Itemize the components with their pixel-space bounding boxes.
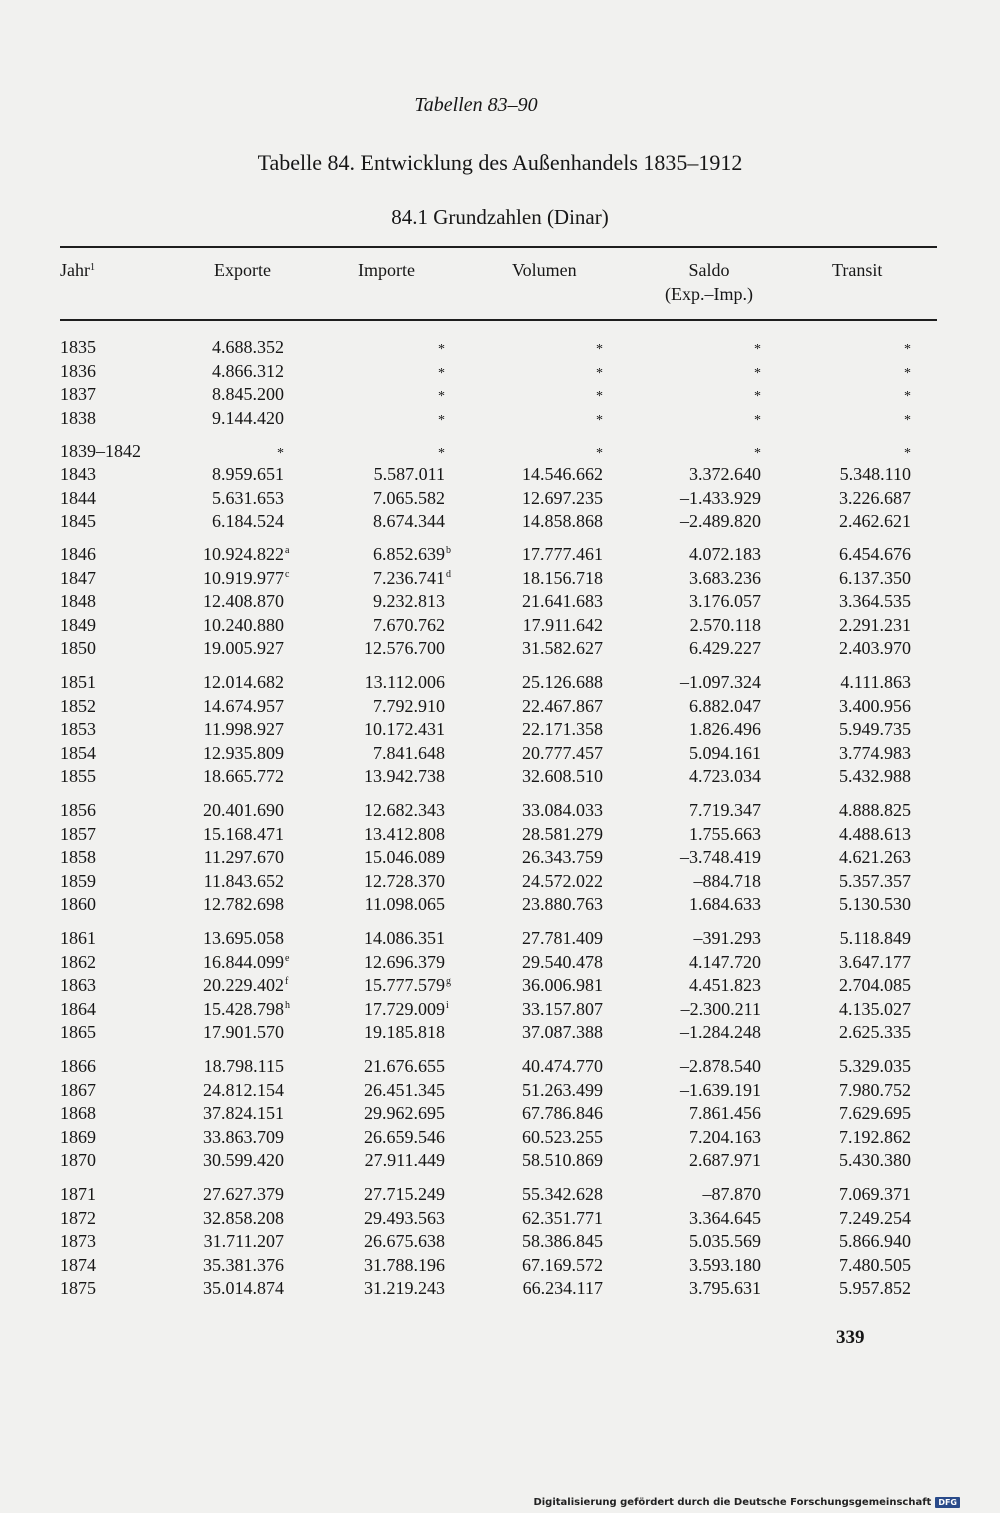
- table-row: [0, 1276, 1000, 1300]
- volume-cell: 66.234.117: [522, 1278, 603, 1298]
- table-row: [0, 822, 1000, 846]
- balance-cell: 3.683.236: [689, 567, 761, 588]
- table-title: Tabelle 84. Entwicklung des Außenhandels 1835–1912: [257, 150, 743, 175]
- imports-cell: 13.412.808: [364, 823, 445, 844]
- volume-cell: 17.911.642: [522, 614, 603, 635]
- volume-cell: 40.474.770: [522, 1056, 603, 1076]
- exports-cell: *: [277, 446, 284, 461]
- imports-cell: 7.065.582: [373, 487, 445, 508]
- imports-cell: 21.676.655: [364, 1056, 445, 1076]
- imports-cell: 27.911.449: [364, 1150, 445, 1170]
- table-row: [0, 1125, 1000, 1149]
- imports-cell: 26.659.546: [364, 1126, 445, 1147]
- exports-cell: 15.168.471: [203, 823, 284, 844]
- year-cell: 1852: [60, 695, 96, 716]
- imports-cell: 14.086.351: [364, 928, 445, 948]
- imports-cell: 27.715.249: [364, 1184, 445, 1204]
- imports-cell: 15.046.089: [364, 847, 445, 867]
- volume-cell: 18.156.718: [522, 567, 603, 588]
- transit-cell: 3.400.956: [839, 695, 911, 716]
- year-cell: 1853: [60, 719, 96, 739]
- balance-cell: 7.204.163: [689, 1126, 761, 1147]
- exports-cell: 35.014.874: [203, 1278, 284, 1298]
- volume-cell: 27.781.409: [522, 928, 603, 948]
- imports-cell: *: [438, 412, 445, 428]
- volume-cell: 26.343.759: [522, 847, 603, 867]
- exports-cell: 37.824.151: [203, 1103, 284, 1123]
- transit-cell: 6.454.676: [839, 544, 911, 564]
- exports-cell: 20.229.402 f: [203, 973, 284, 997]
- imports-cell: 31.788.196: [364, 1254, 445, 1275]
- year-cell: 1874: [60, 1254, 96, 1275]
- transit-cell: 7.069.371: [839, 1184, 911, 1204]
- year-cell: 1857: [60, 823, 96, 844]
- table-row: [0, 589, 1000, 613]
- year-cell: 1867: [60, 1079, 96, 1100]
- volume-cell: 51.263.499: [522, 1079, 603, 1100]
- table-row: [0, 1020, 1000, 1044]
- year-cell: 1844: [60, 487, 96, 508]
- table-row: [0, 1101, 1000, 1125]
- exports-cell: 9.144.420: [212, 407, 284, 428]
- header-year-footnote: 1: [90, 262, 95, 273]
- balance-cell: *: [754, 446, 761, 461]
- table-row: [0, 1229, 1000, 1253]
- exports-cell: 10.924.822 a: [203, 542, 284, 566]
- volume-cell: 12.697.235: [522, 487, 603, 508]
- exports-cell: 10.240.880: [203, 614, 284, 635]
- exports-cell: 11.843.652: [203, 870, 284, 891]
- year-cell: 1875: [60, 1278, 96, 1298]
- year-cell: 1850: [60, 638, 96, 658]
- year-cell: 1854: [60, 742, 96, 763]
- balance-cell: 1.755.663: [689, 823, 761, 844]
- transit-cell: *: [904, 342, 911, 357]
- year-cell: 1848: [60, 591, 96, 611]
- imports-cell: 12.682.343: [364, 800, 445, 820]
- volume-cell: 21.641.683: [522, 591, 603, 611]
- imports-cell: *: [438, 446, 445, 461]
- balance-cell: –1.433.929: [680, 487, 761, 508]
- volume-cell: 62.351.771: [522, 1207, 603, 1228]
- header-imports: Importe: [358, 260, 415, 280]
- year-cell: 1836: [60, 360, 96, 381]
- transit-cell: 5.348.110: [839, 464, 911, 484]
- balance-cell: *: [754, 342, 761, 357]
- year-cell: 1873: [60, 1231, 96, 1251]
- table-row: [0, 926, 1000, 950]
- exports-cell: 18.665.772: [203, 766, 284, 786]
- volume-cell: 36.006.981: [522, 975, 603, 995]
- transit-cell: 3.364.535: [839, 591, 911, 611]
- balance-cell: –884.718: [693, 870, 761, 891]
- balance-cell: –2.300.211: [680, 998, 761, 1019]
- balance-cell: 3.593.180: [689, 1254, 761, 1275]
- transit-cell: 4.888.825: [839, 800, 911, 820]
- volume-cell: 31.582.627: [522, 638, 603, 658]
- page-number: 339: [836, 1327, 865, 1348]
- volume-cell: *: [596, 389, 603, 404]
- table-row: [0, 462, 1000, 486]
- balance-cell: 1.684.633: [689, 894, 761, 914]
- imports-cell: 31.219.243: [364, 1278, 445, 1298]
- exports-cell: 32.858.208: [203, 1207, 284, 1228]
- header-balance-sub: (Exp.–Imp.): [665, 284, 753, 304]
- exports-cell: 13.695.058: [203, 928, 284, 948]
- imports-cell: 7.670.762: [373, 614, 445, 635]
- balance-cell: 5.035.569: [689, 1231, 761, 1251]
- table-row: [0, 486, 1000, 510]
- table-row: [0, 335, 1000, 359]
- table-row: [0, 741, 1000, 765]
- balance-cell: 4.072.183: [689, 544, 761, 564]
- year-cell: 1846: [60, 544, 96, 564]
- year-cell: 1859: [60, 870, 96, 891]
- table-row: [0, 694, 1000, 718]
- table-row: [0, 613, 1000, 637]
- table-row: [0, 1078, 1000, 1102]
- volume-cell: 37.087.388: [522, 1022, 603, 1042]
- footer-text: Digitalisierung gefördert durch die Deutsche Forschungsgemeinschaft: [533, 1497, 932, 1508]
- exports-cell: 12.408.870: [203, 591, 284, 611]
- balance-cell: *: [754, 389, 761, 404]
- transit-cell: *: [904, 389, 911, 404]
- exports-cell: 33.863.709: [203, 1126, 284, 1147]
- exports-cell: 30.599.420: [203, 1150, 284, 1170]
- exports-cell: 27.627.379: [203, 1184, 284, 1204]
- transit-cell: 2.625.335: [839, 1022, 911, 1042]
- table-row: [0, 1054, 1000, 1078]
- footnote-marker: a: [285, 545, 290, 556]
- table-row: [0, 1182, 1000, 1206]
- imports-cell: *: [438, 365, 445, 381]
- transit-cell: 4.111.863: [840, 672, 911, 692]
- year-cell: 1856: [60, 800, 96, 820]
- transit-cell: 7.629.695: [839, 1103, 911, 1123]
- table-row: [0, 636, 1000, 660]
- volume-cell: 60.523.255: [522, 1126, 603, 1147]
- transit-cell: 5.430.380: [839, 1150, 911, 1170]
- volume-cell: 33.084.033: [522, 800, 603, 820]
- volume-cell: 29.540.478: [522, 951, 603, 972]
- balance-cell: *: [754, 365, 761, 381]
- exports-cell: 4.688.352: [212, 337, 284, 357]
- balance-cell: –391.293: [693, 928, 761, 948]
- exports-cell: 24.812.154: [203, 1079, 284, 1100]
- balance-cell: –1.097.324: [680, 672, 761, 692]
- imports-cell: 6.852.639 b: [373, 542, 445, 566]
- balance-cell: 6.429.227: [689, 638, 761, 658]
- year-cell: 1839–1842: [60, 441, 141, 461]
- imports-cell: *: [438, 342, 445, 357]
- table-row: [0, 997, 1000, 1021]
- table-row: [0, 670, 1000, 694]
- exports-cell: 17.901.570: [203, 1022, 284, 1042]
- transit-cell: 2.462.621: [839, 511, 911, 531]
- volume-cell: *: [596, 446, 603, 461]
- header-exports: Exporte: [214, 260, 271, 280]
- transit-cell: 7.192.862: [839, 1126, 911, 1147]
- year-cell: 1864: [60, 998, 96, 1019]
- exports-cell: 14.674.957: [203, 695, 284, 716]
- year-cell: 1863: [60, 975, 96, 995]
- footnote-marker: d: [446, 568, 451, 580]
- imports-cell: 26.451.345: [364, 1079, 445, 1100]
- transit-cell: 3.226.687: [839, 487, 911, 508]
- volume-cell: *: [596, 412, 603, 428]
- table-row: [0, 950, 1000, 974]
- transit-cell: 5.866.940: [839, 1231, 911, 1251]
- footnote-marker: f: [285, 976, 289, 987]
- exports-cell: 31.711.207: [203, 1231, 284, 1251]
- balance-cell: 3.372.640: [689, 464, 761, 484]
- balance-cell: –2.489.820: [680, 511, 761, 531]
- volume-cell: 28.581.279: [522, 823, 603, 844]
- table-row: [0, 798, 1000, 822]
- exports-cell: 11.998.927: [203, 719, 284, 739]
- year-cell: 1855: [60, 766, 96, 786]
- table-row: [0, 406, 1000, 430]
- year-cell: 1870: [60, 1150, 96, 1170]
- imports-cell: 7.841.648: [373, 742, 445, 763]
- transit-cell: 5.949.735: [839, 719, 911, 739]
- transit-cell: 7.980.752: [839, 1079, 911, 1100]
- balance-cell: 5.094.161: [689, 742, 761, 763]
- transit-cell: 2.403.970: [839, 638, 911, 658]
- table-row: [0, 382, 1000, 406]
- transit-cell: 5.329.035: [839, 1056, 911, 1076]
- balance-cell: 3.176.057: [689, 591, 761, 611]
- balance-cell: –2.878.540: [680, 1056, 761, 1076]
- imports-cell: 29.962.695: [364, 1103, 445, 1123]
- year-cell: 1849: [60, 614, 96, 635]
- table-row: [0, 764, 1000, 788]
- year-cell: 1869: [60, 1126, 96, 1147]
- table-row: [0, 892, 1000, 916]
- footnote-marker: e: [285, 952, 290, 964]
- table-row: [0, 1206, 1000, 1230]
- imports-cell: 9.232.813: [373, 591, 445, 611]
- year-cell: 1851: [60, 672, 96, 692]
- volume-cell: 32.608.510: [522, 766, 603, 786]
- table-row: [0, 439, 1000, 463]
- transit-cell: 2.704.085: [839, 975, 911, 995]
- exports-cell: 35.381.376: [203, 1254, 284, 1275]
- exports-cell: 11.297.670: [203, 847, 284, 867]
- imports-cell: 11.098.065: [364, 894, 445, 914]
- running-header: Tabellen 83–90: [414, 94, 538, 116]
- exports-cell: 4.866.312: [212, 360, 284, 381]
- year-cell: 1838: [60, 407, 96, 428]
- balance-cell: 6.882.047: [689, 695, 761, 716]
- imports-cell: 8.674.344: [373, 511, 445, 531]
- exports-cell: 16.844.099 e: [203, 950, 284, 974]
- imports-cell: 12.728.370: [364, 870, 445, 891]
- imports-cell: 15.777.579 g: [364, 973, 445, 997]
- transit-cell: *: [904, 446, 911, 461]
- balance-cell: 4.451.823: [689, 975, 761, 995]
- table-row: [0, 845, 1000, 869]
- transit-cell: 4.488.613: [839, 823, 911, 844]
- year-cell: 1860: [60, 894, 96, 914]
- balance-cell: –3.748.419: [680, 847, 761, 867]
- footnote-marker: g: [446, 976, 451, 987]
- imports-cell: 26.675.638: [364, 1231, 445, 1251]
- footnote-marker: h: [285, 999, 290, 1011]
- imports-cell: 13.942.738: [364, 766, 445, 786]
- imports-cell: 19.185.818: [364, 1022, 445, 1042]
- imports-cell: 7.792.910: [373, 695, 445, 716]
- balance-cell: 3.364.645: [689, 1207, 761, 1228]
- year-cell: 1872: [60, 1207, 96, 1228]
- balance-cell: 2.687.971: [689, 1150, 761, 1170]
- exports-cell: 8.959.651: [212, 464, 284, 484]
- balance-cell: 3.795.631: [689, 1278, 761, 1298]
- volume-cell: 20.777.457: [522, 742, 603, 763]
- imports-cell: 29.493.563: [364, 1207, 445, 1228]
- year-cell: 1835: [60, 337, 96, 357]
- year-cell: 1843: [60, 464, 96, 484]
- year-cell: 1866: [60, 1056, 96, 1076]
- volume-cell: 55.342.628: [522, 1184, 603, 1204]
- imports-cell: *: [438, 389, 445, 404]
- year-cell: 1837: [60, 384, 96, 404]
- imports-cell: 5.587.011: [373, 464, 445, 484]
- volume-cell: *: [596, 342, 603, 357]
- imports-cell: 13.112.006: [364, 672, 445, 692]
- year-cell: 1862: [60, 951, 96, 972]
- table-row: [0, 566, 1000, 590]
- exports-cell: 15.428.798 h: [203, 997, 284, 1021]
- transit-cell: 3.774.983: [839, 742, 911, 763]
- year-cell: 1847: [60, 567, 96, 588]
- balance-cell: 4.723.034: [689, 766, 761, 786]
- exports-cell: 12.014.682: [203, 672, 284, 692]
- footnote-marker: i: [446, 999, 449, 1011]
- table-row: [0, 1253, 1000, 1277]
- footnote-marker: c: [285, 568, 290, 580]
- header-year: Jahr$^1$: [60, 260, 95, 280]
- exports-cell: 6.184.524: [212, 511, 284, 531]
- transit-cell: 5.432.988: [839, 766, 911, 786]
- header-volume: Volumen: [512, 260, 577, 280]
- balance-cell: 2.570.118: [689, 614, 761, 635]
- volume-cell: 58.510.869: [522, 1150, 603, 1170]
- exports-cell: 19.005.927: [203, 638, 284, 658]
- transit-cell: 5.357.357: [839, 870, 911, 891]
- exports-cell: 12.935.809: [203, 742, 284, 763]
- volume-cell: 22.171.358: [522, 719, 603, 739]
- year-cell: 1845: [60, 511, 96, 531]
- imports-cell: 12.696.379: [364, 951, 445, 972]
- transit-cell: 6.137.350: [839, 567, 911, 588]
- transit-cell: 5.957.852: [839, 1278, 911, 1298]
- imports-cell: 12.576.700: [364, 638, 445, 658]
- transit-cell: 7.249.254: [839, 1207, 911, 1228]
- transit-cell: 5.118.849: [839, 928, 911, 948]
- volume-cell: 67.786.846: [522, 1103, 603, 1123]
- table-row: [0, 1148, 1000, 1172]
- transit-cell: *: [904, 365, 911, 381]
- exports-cell: 10.919.977 c: [203, 566, 284, 590]
- exports-cell: 8.845.200: [212, 384, 284, 404]
- year-cell: 1865: [60, 1022, 96, 1042]
- volume-cell: 14.546.662: [522, 464, 603, 484]
- table-row: [0, 542, 1000, 566]
- header-balance-label: Saldo: [688, 260, 730, 280]
- transit-cell: 2.291.231: [839, 614, 911, 635]
- balance-cell: –1.284.248: [680, 1022, 761, 1042]
- volume-cell: 67.169.572: [522, 1254, 603, 1275]
- volume-cell: 14.858.868: [522, 511, 603, 531]
- transit-cell: 7.480.505: [839, 1254, 911, 1275]
- footer: [533, 1497, 960, 1508]
- volume-cell: 58.386.845: [522, 1231, 603, 1251]
- volume-cell: *: [596, 365, 603, 381]
- transit-cell: 4.135.027: [839, 998, 911, 1019]
- imports-cell: 17.729.009 i: [364, 997, 445, 1021]
- balance-cell: 4.147.720: [689, 951, 761, 972]
- balance-cell: *: [754, 412, 761, 428]
- volume-cell: 25.126.688: [522, 672, 603, 692]
- volume-cell: 24.572.022: [522, 870, 603, 891]
- table-row: [0, 717, 1000, 741]
- exports-cell: 20.401.690: [203, 800, 284, 820]
- year-cell: 1871: [60, 1184, 96, 1204]
- volume-cell: 22.467.867: [522, 695, 603, 716]
- table-row: [0, 869, 1000, 893]
- balance-cell: –87.870: [702, 1184, 761, 1204]
- dfg-logo: DFG: [935, 1497, 960, 1508]
- year-cell: 1861: [60, 928, 96, 948]
- exports-cell: 12.782.698: [203, 894, 284, 914]
- exports-cell: 18.798.115: [203, 1056, 284, 1076]
- volume-cell: 23.880.763: [522, 894, 603, 914]
- year-cell: 1868: [60, 1103, 96, 1123]
- year-cell: 1858: [60, 847, 96, 867]
- transit-cell: 4.621.263: [839, 847, 911, 867]
- footnote-marker: b: [446, 545, 451, 556]
- table-row: [0, 359, 1000, 383]
- volume-cell: 17.777.461: [522, 544, 603, 564]
- table-row: [0, 973, 1000, 997]
- table-row: [0, 509, 1000, 533]
- balance-cell: 1.826.496: [689, 719, 761, 739]
- volume-cell: 33.157.807: [522, 998, 603, 1019]
- transit-cell: *: [904, 412, 911, 428]
- imports-cell: 7.236.741 d: [373, 566, 445, 590]
- header-transit: Transit: [832, 260, 883, 280]
- table-subtitle: 84.1 Grundzahlen (Dinar): [391, 205, 609, 229]
- exports-cell: 5.631.653: [212, 487, 284, 508]
- transit-cell: 5.130.530: [839, 894, 911, 914]
- imports-cell: 10.172.431: [364, 719, 445, 739]
- balance-cell: 7.719.347: [689, 800, 761, 820]
- balance-cell: 7.861.456: [689, 1103, 761, 1123]
- transit-cell: 3.647.177: [839, 951, 911, 972]
- balance-cell: –1.639.191: [680, 1079, 761, 1100]
